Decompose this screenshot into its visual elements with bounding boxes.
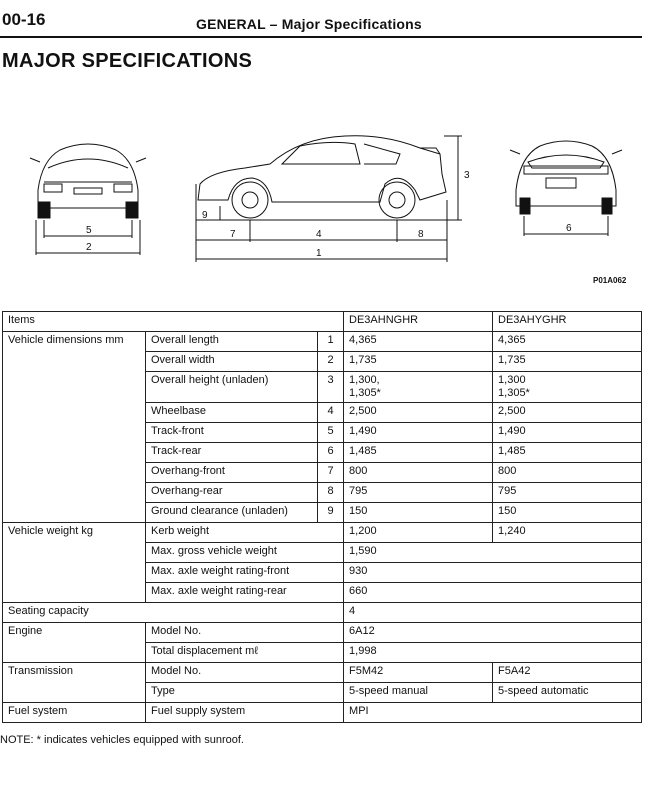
rear-view-drawing (510, 141, 622, 236)
row-value: 1,590 (344, 543, 642, 563)
row-label: Model No. (146, 623, 344, 643)
row-value-1: 5-speed manual (344, 683, 493, 703)
row-label: Total displacement mℓ (146, 643, 344, 663)
table-header-row (3, 312, 642, 332)
figure-code: P01A062 (593, 276, 627, 285)
front-view-drawing (30, 144, 146, 255)
vehicle-dimension-figure (0, 120, 655, 300)
side-view-drawing (196, 136, 462, 262)
group-engine: Engine (3, 623, 146, 663)
table-row (3, 332, 642, 352)
row-value-2: 795 (493, 483, 642, 503)
row-number: 6 (318, 443, 344, 463)
group-seating: Seating capacity (3, 603, 344, 623)
group-transmission: Transmission (3, 663, 146, 703)
row-value: 6A12 (344, 623, 642, 643)
value-line: 1,300, (349, 374, 380, 386)
row-value-2: 5-speed automatic (493, 683, 642, 703)
row-value: 4 (344, 603, 642, 623)
dim-label-3: 3 (464, 170, 470, 181)
row-value-1: 1,200 (344, 523, 493, 543)
row-value-2: 1,735 (493, 352, 642, 372)
footnote: NOTE: * indicates vehicles equipped with sunroof. (0, 734, 244, 746)
row-value-1: F5M42 (344, 663, 493, 683)
row-value-2: 4,365 (493, 332, 642, 352)
row-value-1: 1,490 (344, 423, 493, 443)
row-value-2 (493, 372, 642, 403)
row-number: 1 (318, 332, 344, 352)
dim-label-6: 6 (566, 223, 572, 234)
dim-label-7: 7 (230, 229, 236, 240)
row-value: 660 (344, 583, 642, 603)
dim-label-1: 1 (316, 248, 322, 259)
row-label: Ground clearance (unladen) (146, 503, 318, 523)
dim-label-8: 8 (418, 229, 424, 240)
row-label: Fuel supply system (146, 703, 344, 723)
row-value: 930 (344, 563, 642, 583)
row-value-2: 1,485 (493, 443, 642, 463)
row-label: Overall height (unladen) (146, 372, 318, 403)
row-number: 8 (318, 483, 344, 503)
row-value-1: 795 (344, 483, 493, 503)
group-dimensions: Vehicle dimensions mm (3, 332, 146, 523)
row-label: Overhang-front (146, 463, 318, 483)
row-value: MPI (344, 703, 642, 723)
row-value-2: 2,500 (493, 403, 642, 423)
row-value-2: 1,490 (493, 423, 642, 443)
group-fuel: Fuel system (3, 703, 146, 723)
row-label: Overall length (146, 332, 318, 352)
page-number: 00-16 (2, 10, 46, 29)
page-title: MAJOR SPECIFICATIONS (2, 50, 253, 72)
row-value-2: F5A42 (493, 663, 642, 683)
row-number: 9 (318, 503, 344, 523)
table-row (3, 523, 642, 543)
row-value-1: 2,500 (344, 403, 493, 423)
row-value-1: 1,485 (344, 443, 493, 463)
row-value-1: 800 (344, 463, 493, 483)
dim-label-4: 4 (316, 229, 322, 240)
row-number: 3 (318, 372, 344, 403)
row-value-2: 150 (493, 503, 642, 523)
row-label: Model No. (146, 663, 344, 683)
dim-label-2: 2 (86, 242, 92, 253)
value-line: 1,300 (498, 374, 526, 386)
row-label: Max. gross vehicle weight (146, 543, 344, 563)
row-number: 2 (318, 352, 344, 372)
row-value-1: 4,365 (344, 332, 493, 352)
table-row (3, 603, 642, 623)
specifications-table (2, 311, 642, 723)
row-value-2: 800 (493, 463, 642, 483)
row-label: Max. axle weight rating-rear (146, 583, 344, 603)
header-items: Items (3, 312, 344, 332)
header-rule (0, 36, 642, 38)
row-label: Type (146, 683, 344, 703)
row-value-1 (344, 372, 493, 403)
table-row (3, 703, 642, 723)
row-value-1: 1,735 (344, 352, 493, 372)
dim-label-9: 9 (202, 210, 208, 221)
row-label: Track-rear (146, 443, 318, 463)
row-label: Max. axle weight rating-front (146, 563, 344, 583)
value-line: 1,305* (349, 387, 381, 399)
row-label: Overall width (146, 352, 318, 372)
group-weight: Vehicle weight kg (3, 523, 146, 603)
row-value-1: 150 (344, 503, 493, 523)
row-label: Wheelbase (146, 403, 318, 423)
row-number: 4 (318, 403, 344, 423)
row-label: Overhang-rear (146, 483, 318, 503)
row-label: Track-front (146, 423, 318, 443)
running-title: GENERAL – Major Specifications (196, 16, 422, 32)
row-value-2: 1,240 (493, 523, 642, 543)
row-label: Kerb weight (146, 523, 344, 543)
dim-label-5: 5 (86, 225, 92, 236)
header-model-2: DE3AHYGHR (493, 312, 642, 332)
row-value: 1,998 (344, 643, 642, 663)
table-row (3, 663, 642, 683)
row-number: 5 (318, 423, 344, 443)
table-row (3, 623, 642, 643)
page-header (0, 0, 655, 40)
header-model-1: DE3AHNGHR (344, 312, 493, 332)
row-number: 7 (318, 463, 344, 483)
value-line: 1,305* (498, 387, 530, 399)
